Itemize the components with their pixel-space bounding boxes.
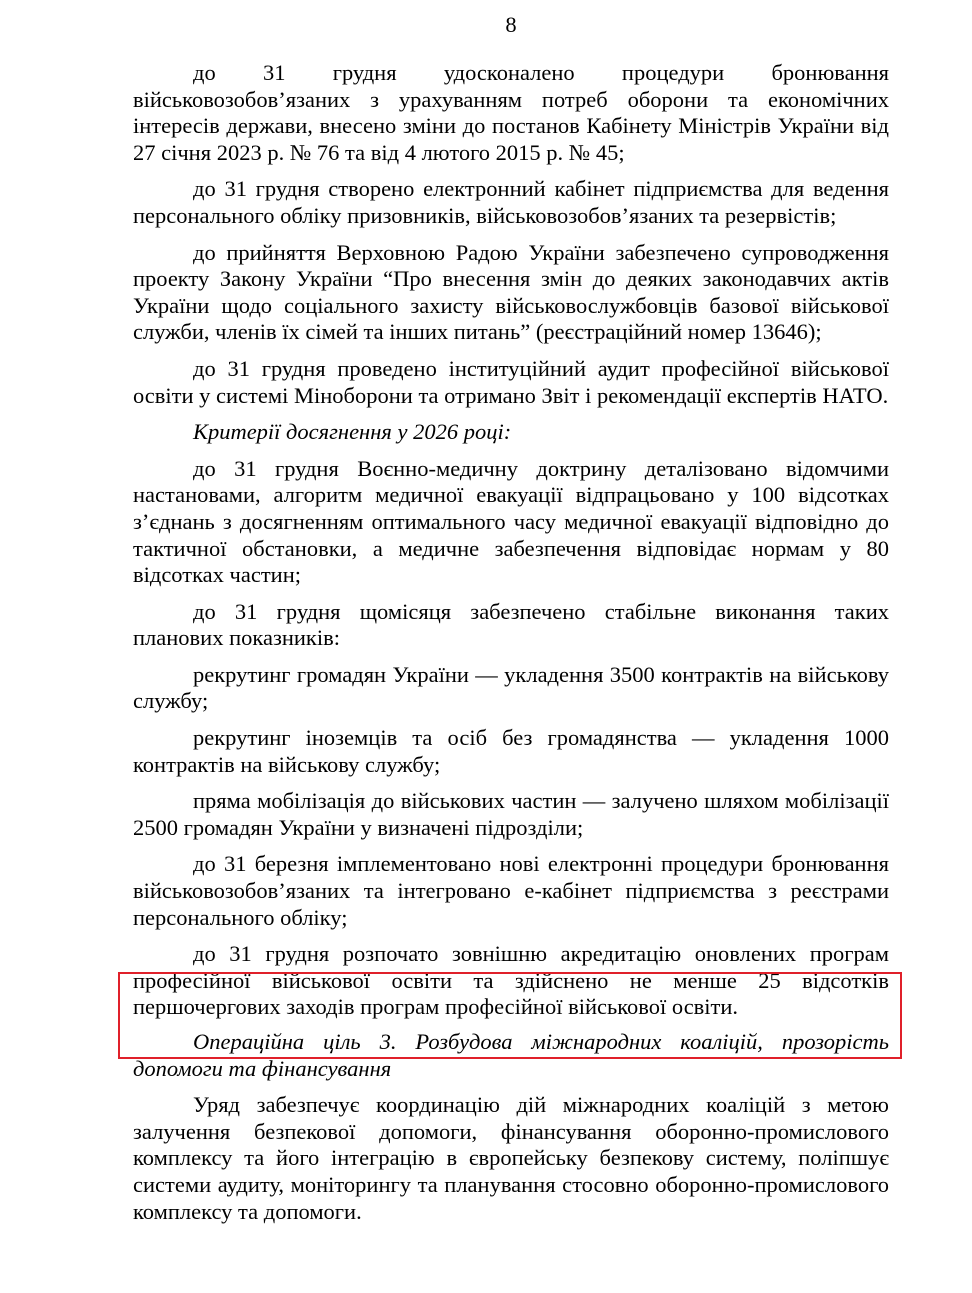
page-number: 8 (505, 12, 517, 37)
paragraph-government-coordination: Уряд забезпечує координацію дій міжнародних коаліцій з метою залучення безпекової допомоги, фінансування оборонно-промислового комплексу та його інтеграцію в європейську безпекову систему, поліпшує системи аудиту, моніторингу та планування стосовно оборонно-промислового комплексу та допомоги. (133, 1092, 889, 1224)
paragraph-electronic-procedures: до 31 березня імплементовано нові електронні процедури бронювання військовозобов’язаних та інтегровано е-кабінет підприємства з реєстрами персонального обліку; (133, 851, 889, 930)
paragraph-direct-mobilization: пряма мобілізація до військових частин — залучено шляхом мобілізації 2500 громадян України у визначені підрозділи; (133, 788, 889, 840)
criteria-heading: Критерії досягнення у 2026 році: (193, 419, 512, 445)
paragraph-institutional-audit: до 31 грудня проведено інституційний аудит професійної військової освіти у системі Міноборони та отримано Звіт і рекомендації експертів НАТО. (133, 355, 889, 408)
paragraph-recruiting-citizens: рекрутинг громадян України — укладення 3500 контрактів на військову службу; (133, 661, 889, 714)
paragraph-recruiting-foreigners: рекрутинг іноземців та осіб без громадянства — укладення 1000 контрактів на військову службу; (133, 725, 889, 777)
paragraph-electronic-cabinet: до 31 грудня створено електронний кабінет підприємства для ведення персонального обліку призовників, військовозобов’язаних та резервістів; (133, 176, 889, 228)
paragraph-accreditation: до 31 грудня розпочато зовнішню акредитацію оновлених програм професійної військової освіти та здійснено не менше 25 відсотків першочергових заходів програм професійної військової освіти. (133, 941, 889, 1020)
operational-goal-heading: Операційна ціль 3. Розбудова міжнародних коаліцій, прозорість допомоги та фінансування (133, 1029, 889, 1081)
highlight-box (118, 972, 902, 1059)
paragraph-monthly-indicators: до 31 грудня щомісяця забезпечено стабільне виконання таких планових показників: (133, 598, 889, 651)
paragraph-reservation-procedures: до 31 грудня удосконалено процедури бронювання військовозобов’язаних з урахуванням потреб оборони та економічних інтересів держави, внесено зміни до постанов Кабінету Міністрів України від 27 січня 2023 р. № 76 та від 4 лютого 2015 р. № 45; (133, 60, 889, 165)
paragraph-draft-law: до прийняття Верховною Радою України забезпечено супроводження проекту Закону України “Про внесення змін до деяких законодавчих актів України щодо соціального захисту військовослужбовців базової військової служби, членів їх сімей та інших питань” (реєстраційний номер 13646); (133, 239, 889, 345)
paragraph-medical-doctrine: до 31 грудня Воєнно-медичну доктрину деталізовано відомчими настановами, алгоритм медичної евакуації відпрацьовано у 100 відсотках з’єднань з досягненням оптимального часу медичної евакуації відповідно до тактичної обстановки, а медичне забезпечення відповідає нормам у 80 відсотках частин; (133, 455, 889, 588)
